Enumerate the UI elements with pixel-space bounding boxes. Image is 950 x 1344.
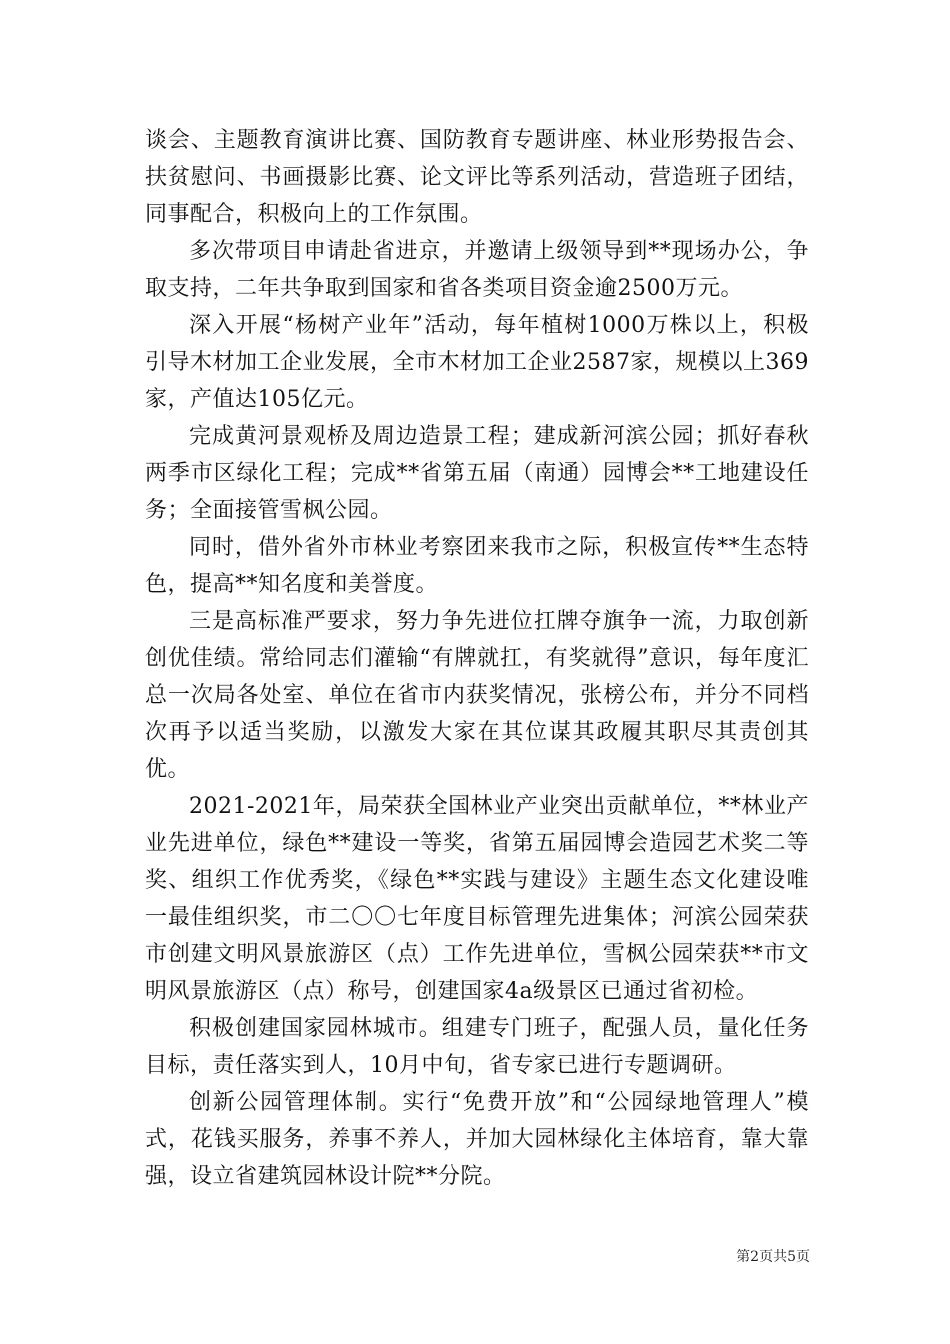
paragraph-2: 多次带项目申请赴省进京，并邀请上级领导到**现场办公，争取支持，二年共争取到国家和省各类项目资金逾2500万元。 (145, 239, 809, 301)
paragraph-1: 谈会、主题教育演讲比赛、国防教育专题讲座、林业形势报告会、扶贫慰问、书画摄影比赛、论文评比等系列活动，营造班子团结，同事配合，积极向上的工作氛围。 (145, 128, 809, 227)
paragraph-5: 同时，借外省外市林业考察团来我市之际，积极宣传**生态特色，提高**知名度和美誉度。 (145, 535, 809, 597)
page-footer (700, 1246, 810, 1266)
page-number-label: 第2页共5页 (736, 1249, 810, 1265)
paragraph-9: 创新公园管理体制。实行“免费开放”和“公园绿地管理人”模式，花钱买服务，养事不养人，并加大园林绿化主体培育，靠大靠强，设立省建筑园林设计院**分院。 (145, 1090, 809, 1189)
document-body (145, 122, 809, 1195)
paragraph-8: 积极创建国家园林城市。组建专门班子，配强人员，量化任务目标，责任落实到人，10月中旬，省专家已进行专题调研。 (145, 1016, 809, 1078)
paragraph-3: 深入开展“杨树产业年”活动，每年植树1000万株以上，积极引导木材加工企业发展，全市木材加工企业2587家，规模以上369家，产值达105亿元。 (145, 313, 809, 412)
paragraph-4: 完成黄河景观桥及周边造景工程；建成新河滨公园；抓好春秋两季市区绿化工程；完成**省第五届（南通）园博会**工地建设任务；全面接管雪枫公园。 (145, 424, 809, 523)
paragraph-6: 三是高标准严要求，努力争先进位扛牌夺旗争一流，力取创新创优佳绩。常给同志们灌输“有牌就扛，有奖就得”意识，每年度汇总一次局各处室、单位在省市内获奖情况，张榜公布，并分不同档次再予以适当奖励，以激发大家在其位谋其政履其职尽其责创其优。 (145, 609, 809, 782)
paragraph-7: 2021-2021年，局荣获全国林业产业突出贡献单位，**林业产业先进单位，绿色**建设一等奖，省第五届园博会造园艺术奖二等奖、组织工作优秀奖，《绿色**实践与建设》主题生态文化建设唯一最佳组织奖，市二〇〇七年度目标管理先进集体；河滨公园荣获市创建文明风景旅游区（点）工作先进单位，雪枫公园荣获**市文明风景旅游区（点）称号，创建国家4a级景区已通过省初检。 (145, 794, 809, 1004)
